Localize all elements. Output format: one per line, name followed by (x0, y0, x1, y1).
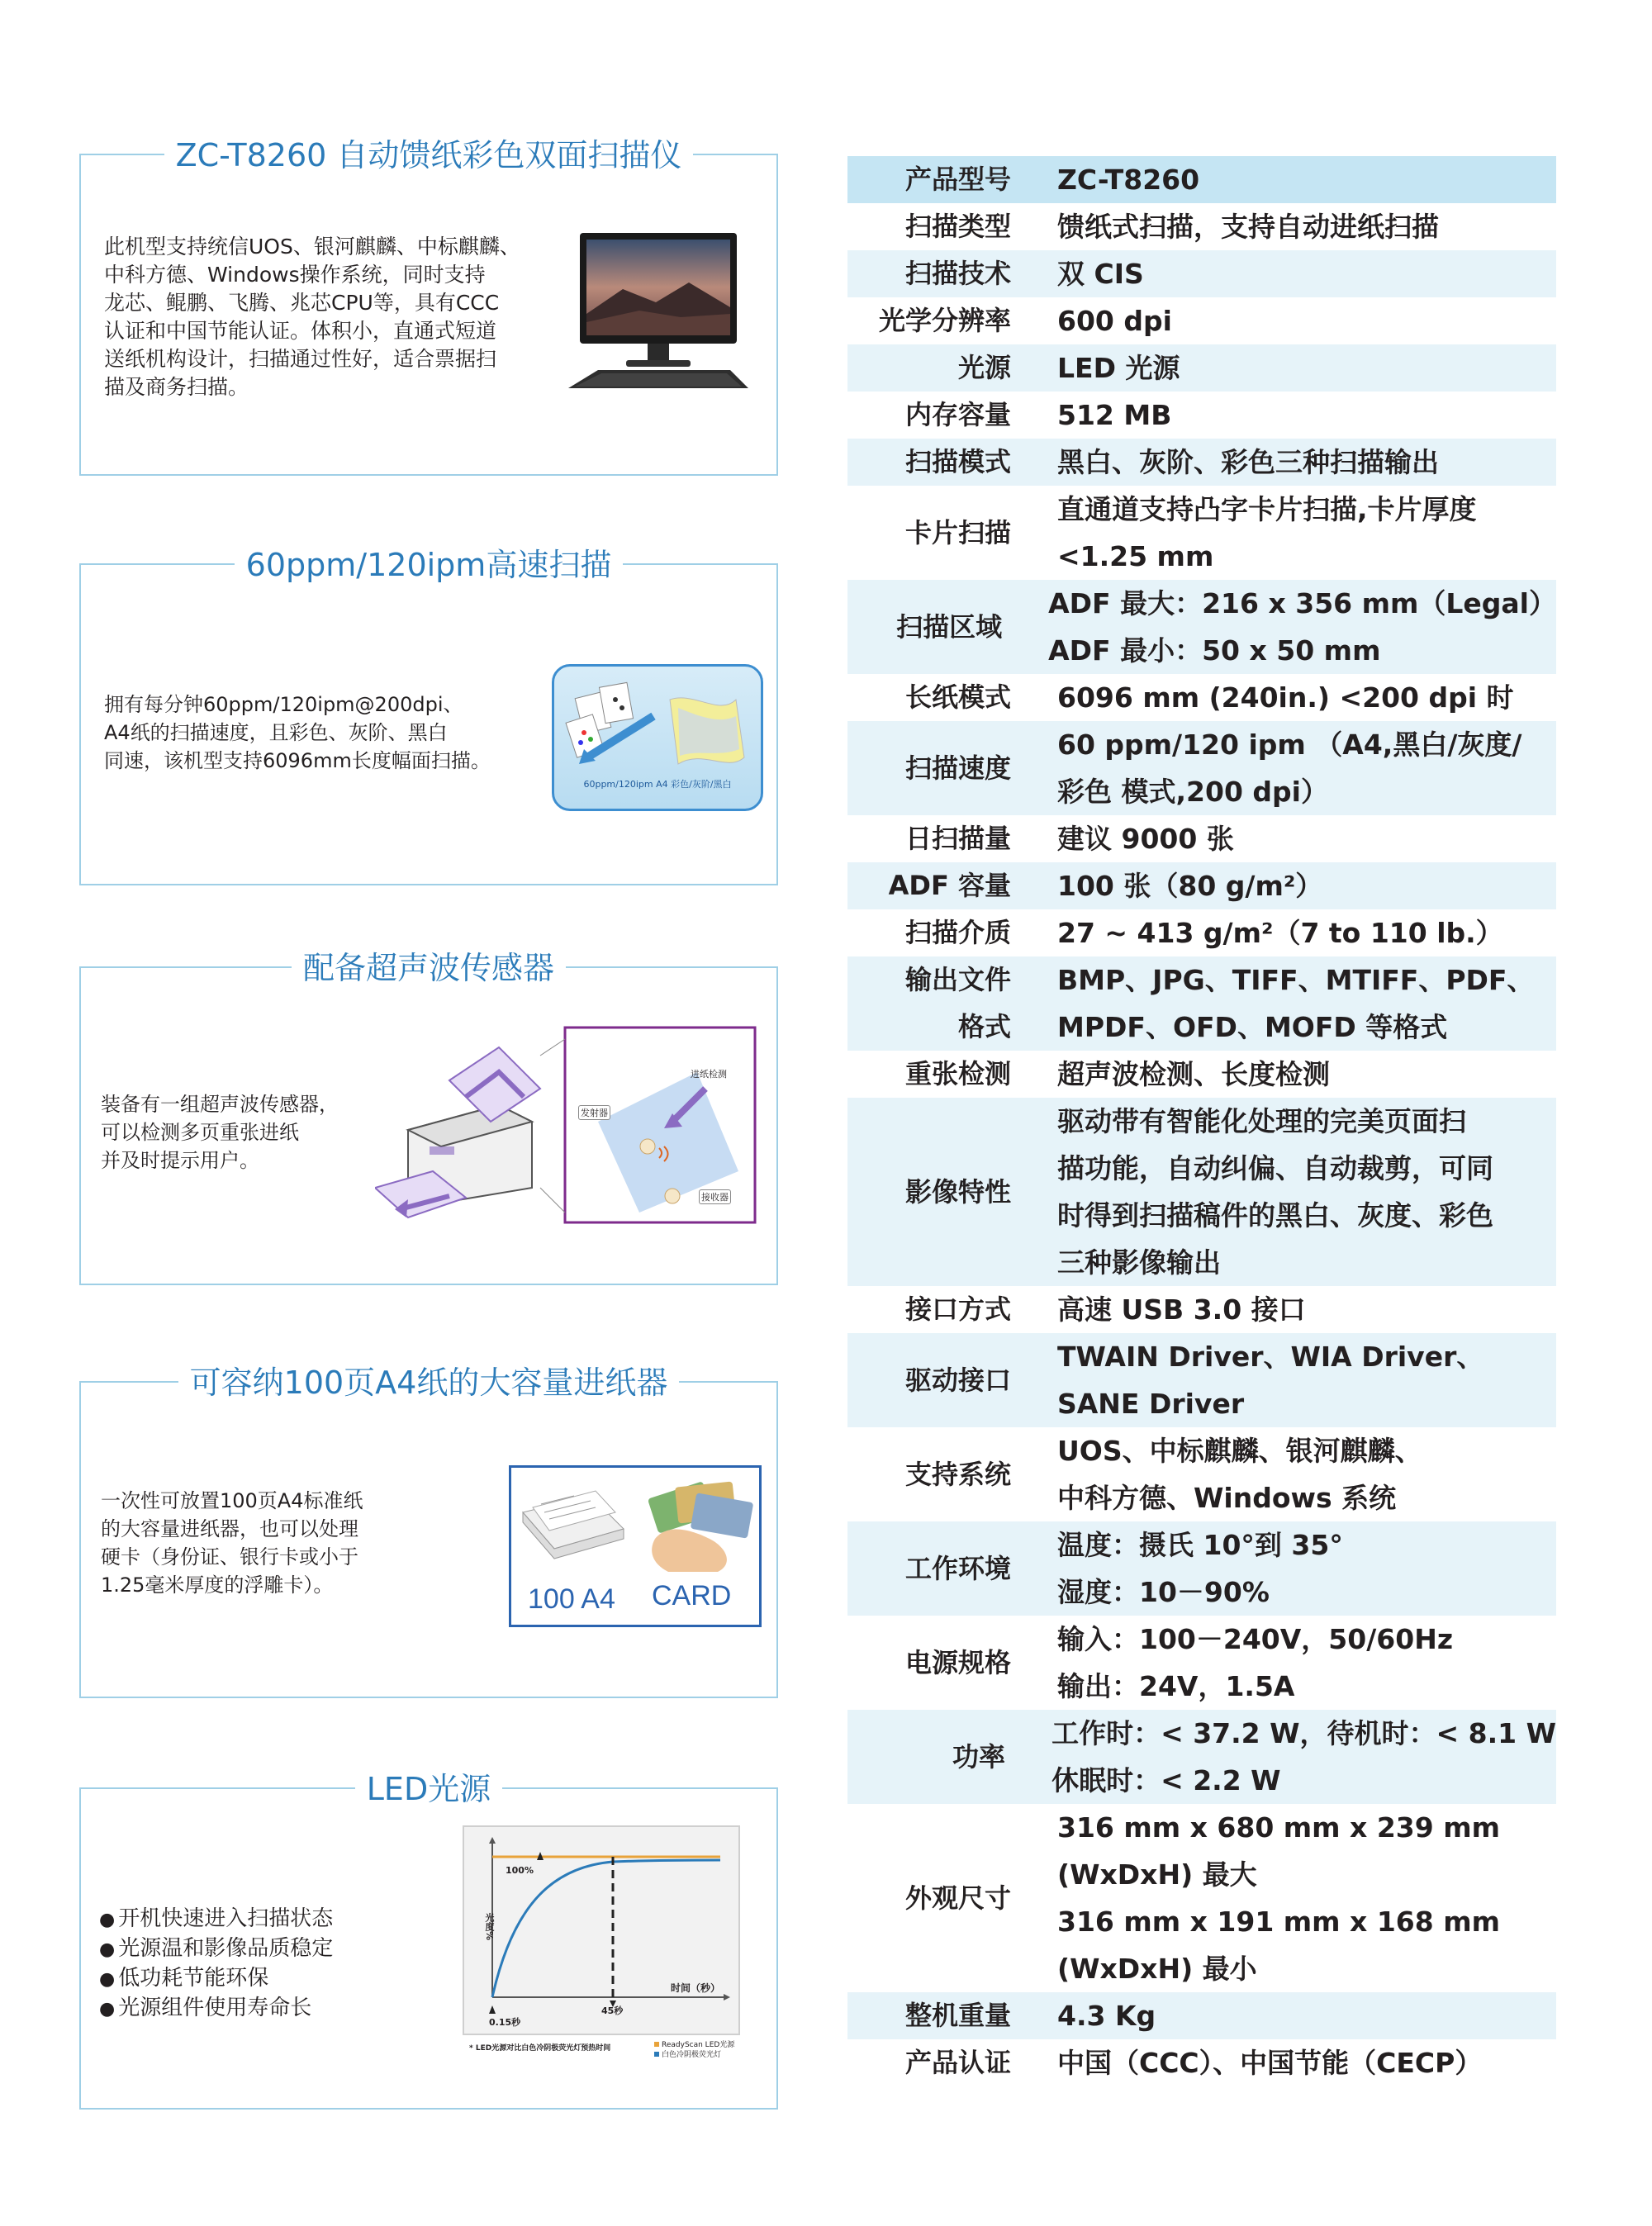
spec-value-line: <1.25 mm (1057, 540, 1214, 572)
spec-label: 产品型号 (904, 164, 1011, 195)
spec-value (1013, 862, 1556, 909)
table-row (847, 909, 1556, 956)
spec-label: 扫描技术 (904, 258, 1011, 289)
chart-y-label: 光度% (484, 1913, 495, 1941)
caption-card: CARD (652, 1580, 732, 1611)
spec-label: 外观尺寸 (904, 1882, 1011, 1914)
spec-label: 日扫描量 (904, 823, 1011, 854)
table-row (847, 1286, 1556, 1333)
table-row (847, 439, 1556, 486)
ccfl-curve (492, 1860, 720, 1997)
feature-title-ultrasonic: 配备超声波传感器 (292, 950, 566, 986)
paper-stack-icon (516, 1479, 632, 1578)
spec-value (1013, 1992, 1556, 2039)
spec-value (1013, 439, 1556, 486)
chart-x-label: 时间（秒） (671, 1982, 721, 1994)
spec-label: 整机重量 (904, 2000, 1011, 2031)
table-row (847, 1521, 1556, 1616)
spec-value (1013, 815, 1556, 862)
spec-value-line: 316 mm x 191 mm x 168 mm (1057, 1906, 1500, 1938)
table-row (847, 1098, 1556, 1286)
spec-value (1013, 2039, 1556, 2086)
feature-desc-overview: 此机型支持统信UOS、银河麒麟、中标麒麟、 中科方德、Windows操作系统，同时支持 龙芯、鲲鹏、飞腾、兆芯CPU等，具有CCC 认证和中国节能认证。体积小，直通式短道 送纸机构设计，扫描通过性好，适合票据扫 描及商务扫描。 (104, 235, 520, 399)
spec-value-line: UOS、中标麒麟、银河麒麟、 (1057, 1435, 1422, 1467)
spec-value-line: 600 dpi (1057, 305, 1172, 337)
spec-value (1013, 250, 1556, 297)
table-row (847, 1616, 1556, 1710)
spec-value-line: 黑白、灰阶、彩色三种扫描输出 (1057, 446, 1439, 478)
legend-item-ccfl: 白色冷阴极荧光灯 (654, 2050, 734, 2060)
spec-label: 扫描速度 (904, 752, 1011, 784)
spec-value (1013, 486, 1556, 580)
spec-label: 产品认证 (904, 2047, 1011, 2078)
spec-label: 光源 (957, 352, 1011, 383)
spec-value (1013, 1427, 1556, 1521)
spec-label: 扫描类型 (904, 211, 1011, 242)
spec-value (1013, 1521, 1556, 1616)
table-row (847, 956, 1556, 1051)
spec-value-line: 60 ppm/120 ipm （A4,黑白/灰度/ (1057, 729, 1522, 761)
feature-desc-capacity: 一次性可放置100页A4标准纸 的大容量进纸器，也可以处理 硬卡（身份证、银行卡或小于 1.25毫米厚度的浮雕卡）。 (101, 1489, 363, 1597)
spec-value-line: 316 mm x 680 mm x 239 mm (1057, 1811, 1500, 1844)
led-bullet-list (99, 1905, 333, 2024)
spec-value-line: 温度：摄氏 10°到 35° (1057, 1529, 1343, 1561)
spec-value-line: 休眠时：< 2.2 W (1051, 1764, 1281, 1796)
capacity-illustration (509, 1465, 762, 1627)
spec-label: 驱动接口 (904, 1364, 1011, 1396)
chart-t2-label: 45秒 (601, 2005, 624, 2016)
table-row (847, 1710, 1556, 1804)
spec-value-line: 湿度：10－90% (1057, 1576, 1270, 1608)
spec-value-line: ADF 最大：216 x 356 mm（Legal） (1048, 587, 1556, 619)
spec-label: 内存容量 (904, 399, 1011, 430)
spec-label: ADF 容量 (888, 870, 1011, 901)
warmup-curve-plot (464, 1827, 738, 2034)
table-row (847, 344, 1556, 392)
spec-label: 扫描模式 (904, 446, 1011, 477)
spec-value (1013, 1098, 1556, 1286)
spec-label: 影像特性 (904, 1175, 1011, 1208)
led-warmup-chart (463, 1825, 740, 2035)
spec-label: 卡片扫描 (904, 516, 1011, 548)
spec-value (1013, 1333, 1556, 1427)
table-row (847, 674, 1556, 721)
spec-value (1013, 297, 1556, 344)
feature-box-overview (79, 137, 778, 476)
spec-value-line: 输出：24V，1.5A (1057, 1670, 1295, 1702)
legend-item-led: ReadyScan LED光源 (654, 2040, 734, 2050)
spec-value-line: 中科方德、Windows 系统 (1057, 1482, 1397, 1514)
list-item: ● 光源温和影像品质稳定 (99, 1936, 334, 1961)
spec-value (1013, 909, 1556, 956)
feature-desc-speed: 拥有每分钟60ppm/120ipm@200dpi、 A4纸的扫描速度，且彩色、灰阶、黑白 同速，该机型支持6096mm长度幅面扫描。 (104, 693, 491, 772)
spec-value-line: (WxDxH) 最小 (1057, 1953, 1257, 1985)
spec-value (1013, 721, 1556, 815)
spec-value-line: SANE Driver (1057, 1388, 1245, 1420)
table-row (847, 815, 1556, 862)
spec-value-line: MPDF、OFD、MOFD 等格式 (1057, 1011, 1448, 1043)
spec-value (1013, 1051, 1556, 1098)
feature-box-led (79, 1771, 778, 2110)
spec-value-line: 中国（CCC）、中国节能（CECP） (1057, 2047, 1483, 2079)
feature-title-capacity: 可容纳100页A4纸的大容量进纸器 (178, 1365, 680, 1401)
spec-value-line: TWAIN Driver、WIA Driver、 (1057, 1341, 1484, 1373)
spec-value-line: LED 光源 (1057, 352, 1180, 384)
spec-label: 电源规格 (904, 1646, 1011, 1678)
table-row (847, 1427, 1556, 1521)
spec-value-line: 6096 mm (240in.) <200 dpi 时 (1057, 681, 1514, 714)
spec-table (847, 156, 1556, 2086)
spec-value-line: ADF 最小：50 x 50 mm (1048, 634, 1381, 667)
feature-title-led: LED光源 (355, 1771, 502, 1807)
list-item: ● 光源组件使用寿命长 (99, 1996, 312, 2020)
spec-value (1013, 674, 1556, 721)
spec-value-line: 馈纸式扫描，支持自动进纸扫描 (1057, 211, 1439, 243)
spec-value-line: (WxDxH) 最大 (1057, 1858, 1257, 1891)
chart-t1-label: 0.15秒 (489, 2017, 521, 2028)
spec-value (1007, 1710, 1556, 1804)
spec-value-line: 彩色 模式,200 dpi） (1057, 776, 1328, 808)
cards-hand-icon (635, 1473, 759, 1580)
spec-label: 扫描介质 (904, 917, 1011, 948)
table-row (847, 1051, 1556, 1098)
spec-value-line: ZC-T8260 (1057, 164, 1200, 196)
spec-value-line: 100 张（80 g/m²） (1057, 870, 1323, 902)
table-row (847, 1992, 1556, 2039)
table-row (847, 2039, 1556, 2086)
spec-value-line: 直通道支持凸字卡片扫描,卡片厚度 (1057, 493, 1477, 525)
table-row (847, 721, 1556, 815)
spec-label: 接口方式 (904, 1293, 1011, 1325)
spec-value (1013, 203, 1556, 250)
spec-value-line: 高速 USB 3.0 接口 (1057, 1293, 1306, 1326)
spec-value-line: 4.3 Kg (1057, 2000, 1156, 2032)
spec-value-line: 时得到扫描稿件的黑白、灰度、彩色 (1057, 1199, 1493, 1232)
spec-value-line: 512 MB (1057, 399, 1172, 431)
table-row (847, 862, 1556, 909)
spec-value (1013, 344, 1556, 392)
list-item: ● 低功耗节能环保 (99, 1966, 269, 1991)
spec-value-line: 建议 9000 张 (1057, 823, 1234, 855)
table-row (847, 392, 1556, 439)
speed-illustration (552, 664, 763, 811)
feature-title-overview: ZC-T8260 自动馈纸彩色双面扫描仪 (164, 137, 694, 173)
speed-image-caption: 60ppm/120ipm A4 彩色/灰阶/黑白 (583, 779, 732, 790)
paper-flow-icon (554, 667, 761, 782)
chart-label-100: 100% (506, 1865, 534, 1876)
spec-label: 重张检测 (904, 1058, 1011, 1089)
spec-value-line: 描功能，自动纠偏、自动裁剪，可同 (1057, 1152, 1493, 1184)
table-row (847, 203, 1556, 250)
spec-value (1013, 1616, 1556, 1710)
table-row (847, 580, 1556, 674)
table-row (847, 486, 1556, 580)
spec-value (1004, 580, 1556, 674)
list-item: ● 开机快速进入扫描状态 (99, 1906, 334, 1931)
chart-legend (654, 2040, 734, 2060)
caption-100-a4: 100 A4 (528, 1583, 615, 1615)
spec-value-line: 输入：100－240V，50/60Hz (1057, 1623, 1454, 1655)
table-row (847, 250, 1556, 297)
table-row (847, 1333, 1556, 1427)
spec-label: 工作环境 (904, 1552, 1011, 1584)
spec-value-line: BMP、JPG、TIFF、MTIFF、PDF、 (1057, 964, 1535, 996)
spec-value (1013, 1286, 1556, 1333)
spec-value-line: 驱动带有智能化处理的完美页面扫 (1057, 1105, 1466, 1137)
feature-title-speed: 60ppm/120ipm高速扫描 (235, 547, 624, 583)
label-receiver: 接收器 (699, 1189, 731, 1204)
feature-box-capacity (79, 1365, 778, 1698)
table-row (847, 297, 1556, 344)
spec-label: 光学分辨率 (878, 305, 1011, 336)
spec-value (1013, 156, 1556, 203)
spec-value (1013, 1804, 1556, 1992)
spec-value-line: 27 ~ 413 g/m²（7 to 110 lb.） (1057, 917, 1503, 949)
chart-footnote: * LED光源对比白色冷阴极荧光灯预热时间 (469, 2044, 611, 2053)
spec-value (1013, 956, 1556, 1051)
feature-desc-ultrasonic: 装备有一组超声波传感器， 可以检测多页重张进纸 并及时提示用户。 (101, 1093, 339, 1172)
spec-label: 扫描区域 (896, 610, 1003, 643)
spec-label: 输出文件 格式 (904, 964, 1011, 1042)
feature-box-ultrasonic (79, 950, 778, 1285)
spec-value-line: 三种影像输出 (1057, 1246, 1221, 1279)
spec-value-line: 双 CIS (1057, 258, 1144, 290)
spec-value-line: 超声波检测、长度检测 (1057, 1058, 1330, 1090)
label-emitter: 发射器 (578, 1105, 610, 1120)
feature-box-speed (79, 547, 778, 885)
monitor-image (565, 231, 752, 393)
label-feed-detect: 进纸检测 (691, 1069, 727, 1080)
table-row (847, 1804, 1556, 1992)
spec-label: 长纸模式 (904, 681, 1011, 713)
spec-value-line: 工作时：< 37.2 W，待机时：< 8.1 W (1051, 1717, 1556, 1749)
spec-label: 支持系统 (904, 1458, 1011, 1490)
spec-value (1013, 392, 1556, 439)
table-row (847, 156, 1556, 203)
spec-label: 功率 (952, 1740, 1006, 1773)
